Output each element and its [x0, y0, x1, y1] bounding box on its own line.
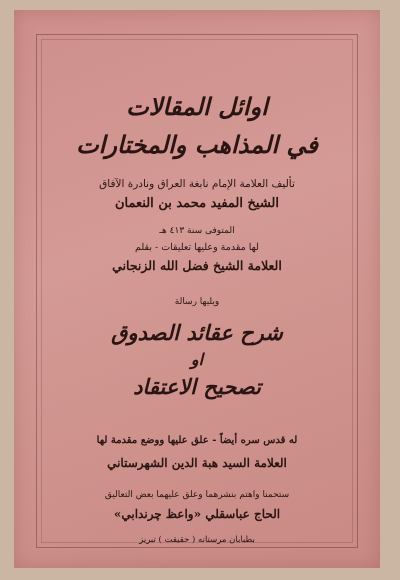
second-title-or: او: [190, 350, 204, 369]
editor-name: العلامة الشيخ فضل الله الزنجاني: [112, 258, 282, 273]
publisher-intro: ستحمنا واهتم بنشرهما وعلق عليهما بعض التعاليق: [104, 490, 290, 500]
second-author-intro: له قدس سره أيضاً - علق عليها ووضع مقدمة لها: [96, 435, 298, 446]
second-title-line1: شرح عقائد الصدوق: [111, 320, 283, 345]
second-author-name: العلامة السيد هبة الدين الشهرستاني: [107, 456, 287, 470]
death-note: المتوفى سنة ٤١٣ هـ: [159, 226, 235, 236]
followed-by: ويليها رسالة: [174, 297, 220, 307]
main-title-line2: في المذاهب والمختارات: [76, 130, 318, 159]
printer-imprint: بطبابان مرستانه ( حقيقت ) تبريز: [139, 535, 255, 545]
publisher-name: الحاج عباسقلي «واعظ چرندابي»: [113, 507, 281, 521]
main-title-line1: اوائل المقالات: [126, 92, 268, 121]
book-title-page: [14, 10, 380, 568]
second-title-line2: تصحيح الاعتقاد: [133, 374, 261, 399]
editor-intro: لها مقدمة وعليها تعليقات - بقلم: [135, 242, 259, 253]
author-intro: تأليف العلامة الإمام نابغة العراق ونادرة الآفاق: [99, 178, 295, 190]
author-name: الشيخ المفيد محمد بن النعمان: [115, 196, 279, 211]
